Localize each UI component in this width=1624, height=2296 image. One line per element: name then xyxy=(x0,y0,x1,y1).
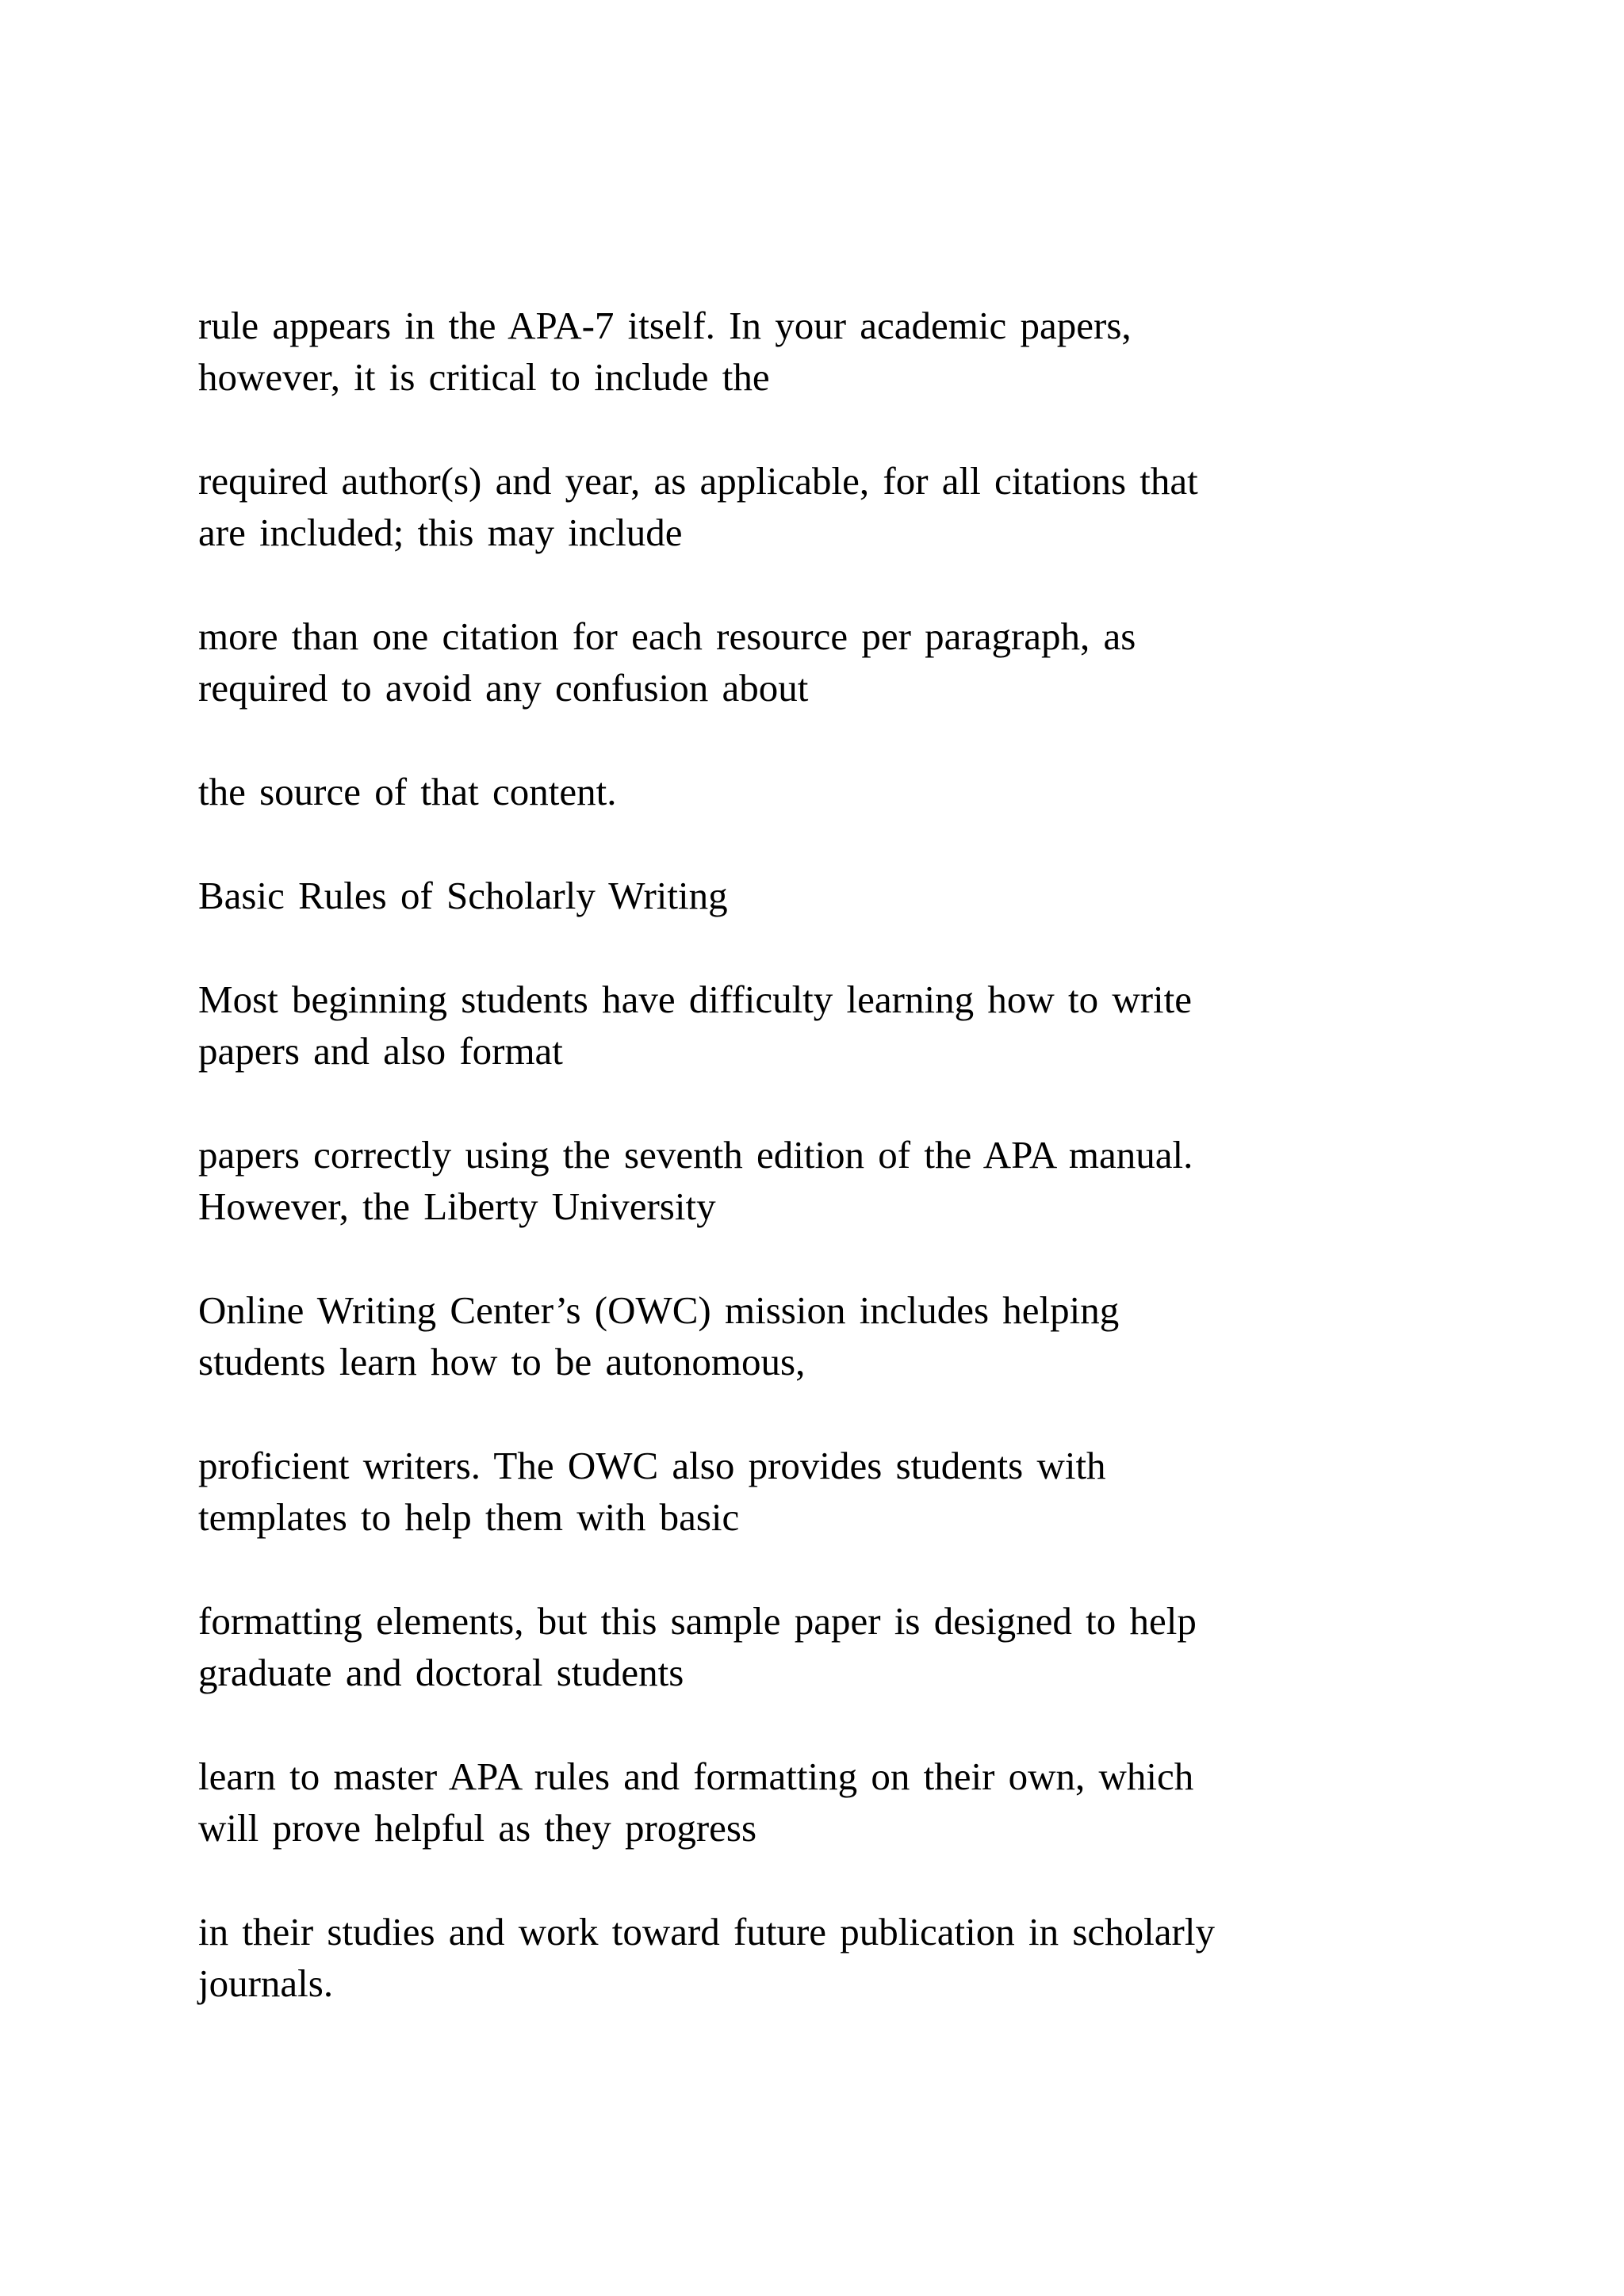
paragraph-12 xyxy=(198,1906,1435,2009)
text-line: papers and also format xyxy=(198,1029,563,1073)
text-line: are included; this may include xyxy=(198,511,683,554)
paragraph-7 xyxy=(198,1129,1435,1232)
text-line: in their studies and work toward future publication in scholarly xyxy=(198,1910,1215,1954)
text-line: rule appears in the APA-7 itself. In your academic papers, xyxy=(198,304,1132,347)
text-line: the source of that content. xyxy=(198,770,617,813)
document-body xyxy=(198,300,1435,2061)
text-line: more than one citation for each resource per paragraph, as xyxy=(198,614,1136,658)
text-line: papers correctly using the seventh edition of the APA manual. xyxy=(198,1133,1193,1177)
paragraph-10 xyxy=(198,1595,1435,1698)
heading-text: Basic Rules of Scholarly Writing xyxy=(198,874,728,917)
text-line: journals. xyxy=(198,1961,334,2005)
text-line: templates to help them with basic xyxy=(198,1495,740,1539)
text-line: students learn how to be autonomous, xyxy=(198,1340,806,1383)
text-line: graduate and doctoral students xyxy=(198,1651,684,1694)
text-line: Most beginning students have difficulty learning how to write xyxy=(198,978,1193,1021)
paragraph-4 xyxy=(198,766,1435,817)
paragraph-11 xyxy=(198,1751,1435,1854)
text-line: required to avoid any confusion about xyxy=(198,666,809,710)
text-line: required author(s) and year, as applicable, for all citations that xyxy=(198,459,1198,503)
text-line: however, it is critical to include the xyxy=(198,355,770,399)
section-heading xyxy=(198,870,1435,921)
paragraph-8 xyxy=(198,1284,1435,1387)
text-line: Online Writing Center’s (OWC) mission includes helping xyxy=(198,1288,1120,1332)
text-line: formatting elements, but this sample paper is designed to help xyxy=(198,1599,1197,1643)
paragraph-1 xyxy=(198,300,1435,403)
paragraph-6 xyxy=(198,974,1435,1077)
paragraph-2 xyxy=(198,455,1435,558)
paragraph-3 xyxy=(198,610,1435,714)
text-line: proficient writers. The OWC also provides students with xyxy=(198,1444,1106,1487)
text-line: learn to master APA rules and formatting on their own, which xyxy=(198,1755,1194,1798)
paragraph-9 xyxy=(198,1440,1435,1543)
text-line: will prove helpful as they progress xyxy=(198,1806,757,1850)
text-line: However, the Liberty University xyxy=(198,1184,716,1228)
